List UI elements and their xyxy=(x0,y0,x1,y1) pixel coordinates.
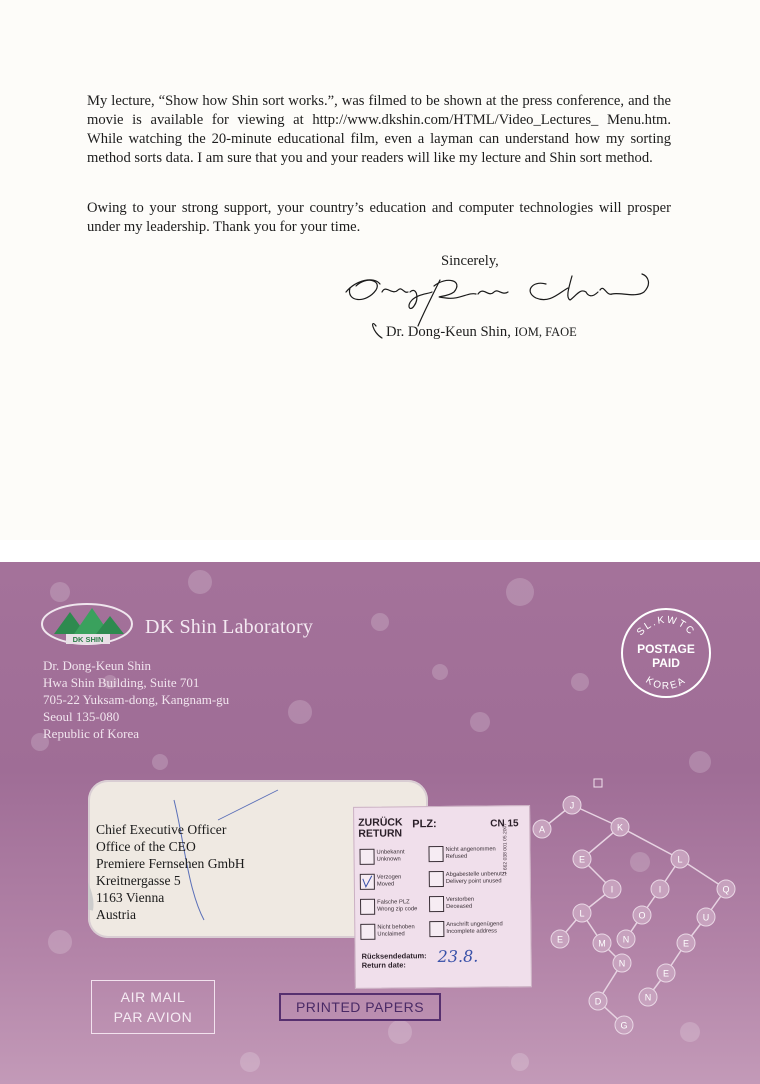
svg-text:KOREA xyxy=(643,675,688,692)
printed-papers-stamp: PRINTED PAPERS xyxy=(279,993,441,1021)
return-date-label: Rücksendedatum: Return date: xyxy=(361,951,427,970)
tree-node-label: N xyxy=(644,992,652,1003)
logo-text: DK SHIN xyxy=(72,635,104,644)
stamp-arc-bottom: KOREA xyxy=(643,674,689,693)
return-date-handwritten: 23.8. xyxy=(437,946,479,967)
dk-shin-logo xyxy=(40,600,134,650)
recipient-line: Kreitnergasse 5 xyxy=(96,873,181,888)
lab-name: DK Shin Laboratory xyxy=(145,616,314,638)
checkbox-incomplete-address[interactable] xyxy=(429,921,444,937)
checkbox-delivery-unused[interactable] xyxy=(429,871,444,887)
checkbox-moved[interactable] xyxy=(360,874,375,890)
checkbox-unclaimed[interactable] xyxy=(360,924,375,940)
tree-node-label: J xyxy=(569,800,575,811)
return-address-line: Seoul 135-080 xyxy=(43,709,120,724)
option-moved: Verzogen Moved xyxy=(376,874,402,888)
par-avion-text: PAR AVION xyxy=(113,1009,193,1025)
signer-name xyxy=(386,324,577,341)
label-side-code: 7 662 038 001 05.2007 xyxy=(502,822,509,875)
option-delivery-unused: Abgabestelle unbenutzt Delivery point unused xyxy=(445,871,507,885)
option-unclaimed: Nicht behoben Unclaimed xyxy=(377,924,415,938)
tree-node-label: M xyxy=(598,938,606,949)
tree-edge xyxy=(620,827,680,859)
tree-node-label: N xyxy=(618,958,626,969)
recipient-line: Austria xyxy=(96,907,137,922)
tree-node-label: E xyxy=(662,968,670,979)
stamp-postage: POSTAGE xyxy=(637,642,695,656)
option-deceased: Verstorben Deceased xyxy=(445,896,475,910)
tree-node-label: E xyxy=(578,854,586,865)
tree-node-label: A xyxy=(538,824,546,835)
tree-node-label: Q xyxy=(722,884,730,895)
svg-text:SL.KWTC xyxy=(635,615,697,638)
option-refused: Nicht angenommen Refused xyxy=(445,846,496,860)
signer-name-text: Dr. Dong-Keun Shin, xyxy=(386,324,511,340)
option-unknown: Unbekannt Unknown xyxy=(376,849,405,863)
tree-node-label: D xyxy=(594,996,602,1007)
option-incomplete-address: Anschrift ungenügend Incomplete address xyxy=(446,921,503,935)
letter-paragraph-2: Owing to your strong support, your country’s education and computer technologies will prosper under my leadership. Thank you for your time. xyxy=(87,200,671,235)
checkbox-deceased[interactable] xyxy=(429,896,444,912)
label-title-de: ZURÜCK xyxy=(358,816,403,829)
stamp-arc-top: SL.KWTC xyxy=(634,614,697,639)
checkbox-unknown[interactable] xyxy=(359,849,374,865)
tree-node-label: L xyxy=(579,908,585,919)
stamp-paid: PAID xyxy=(652,656,680,670)
tree-node-label: L xyxy=(677,854,683,865)
tree-root-marker xyxy=(594,779,602,787)
return-address-line: Republic of Korea xyxy=(43,726,140,741)
air-mail-label xyxy=(91,980,215,1034)
sort-tree-diagram xyxy=(520,777,750,1037)
page-gap xyxy=(0,540,760,562)
label-code: CN 15 xyxy=(490,818,519,830)
option-wrong-zip: Falsche PLZ Wrong zip code xyxy=(377,899,418,913)
checkbox-refused[interactable] xyxy=(428,846,443,862)
tree-node-label: I xyxy=(610,884,614,895)
envelope xyxy=(0,562,760,1084)
label-plz: PLZ: xyxy=(412,818,437,831)
checkbox-wrong-zip[interactable] xyxy=(360,899,375,915)
recipient-line: 1163 Vienna xyxy=(96,890,165,905)
tree-node-label: E xyxy=(556,934,564,945)
letter-page xyxy=(0,0,760,540)
air-mail-text: AIR MAIL xyxy=(120,989,186,1005)
tree-node-label: E xyxy=(682,938,690,949)
tree-node-label: K xyxy=(616,822,624,833)
recipient-line: Premiere Fernsehen GmbH xyxy=(96,856,245,871)
letter-paragraph-1: My lecture, “Show how Shin sort works.”, was filmed to be shown at the press conference, and the movie is available for viewing at http://www.dkshin.com/HTML/Video_Lectures_ Menu.htm. While watching the 20-minute educational film, even a layman can understand how my sorting method sorts data. I am sure that you and your readers will like my lecture and Shin sort method. xyxy=(87,93,671,166)
tree-node-label: O xyxy=(638,910,646,921)
tree-node-label: U xyxy=(702,912,710,923)
return-address-line: Dr. Dong-Keun Shin xyxy=(43,658,151,673)
return-label xyxy=(353,805,532,989)
letter-closing: Sincerely, xyxy=(441,253,499,269)
tree-node-label: N xyxy=(622,934,630,945)
tree-node-label: G xyxy=(620,1020,628,1031)
recipient-line: Office of the CEO xyxy=(96,839,196,854)
signer-titles: IOM, FAOE xyxy=(514,325,577,339)
postage-paid-stamp xyxy=(620,607,712,699)
tree-node-label: I xyxy=(658,884,662,895)
label-title-en: RETURN xyxy=(358,827,403,840)
return-address-line: 705-22 Yuksam-dong, Kangnam-gu xyxy=(43,692,230,707)
return-address-line: Hwa Shin Building, Suite 701 xyxy=(43,675,200,690)
recipient-line: Chief Executive Officer xyxy=(96,822,227,837)
